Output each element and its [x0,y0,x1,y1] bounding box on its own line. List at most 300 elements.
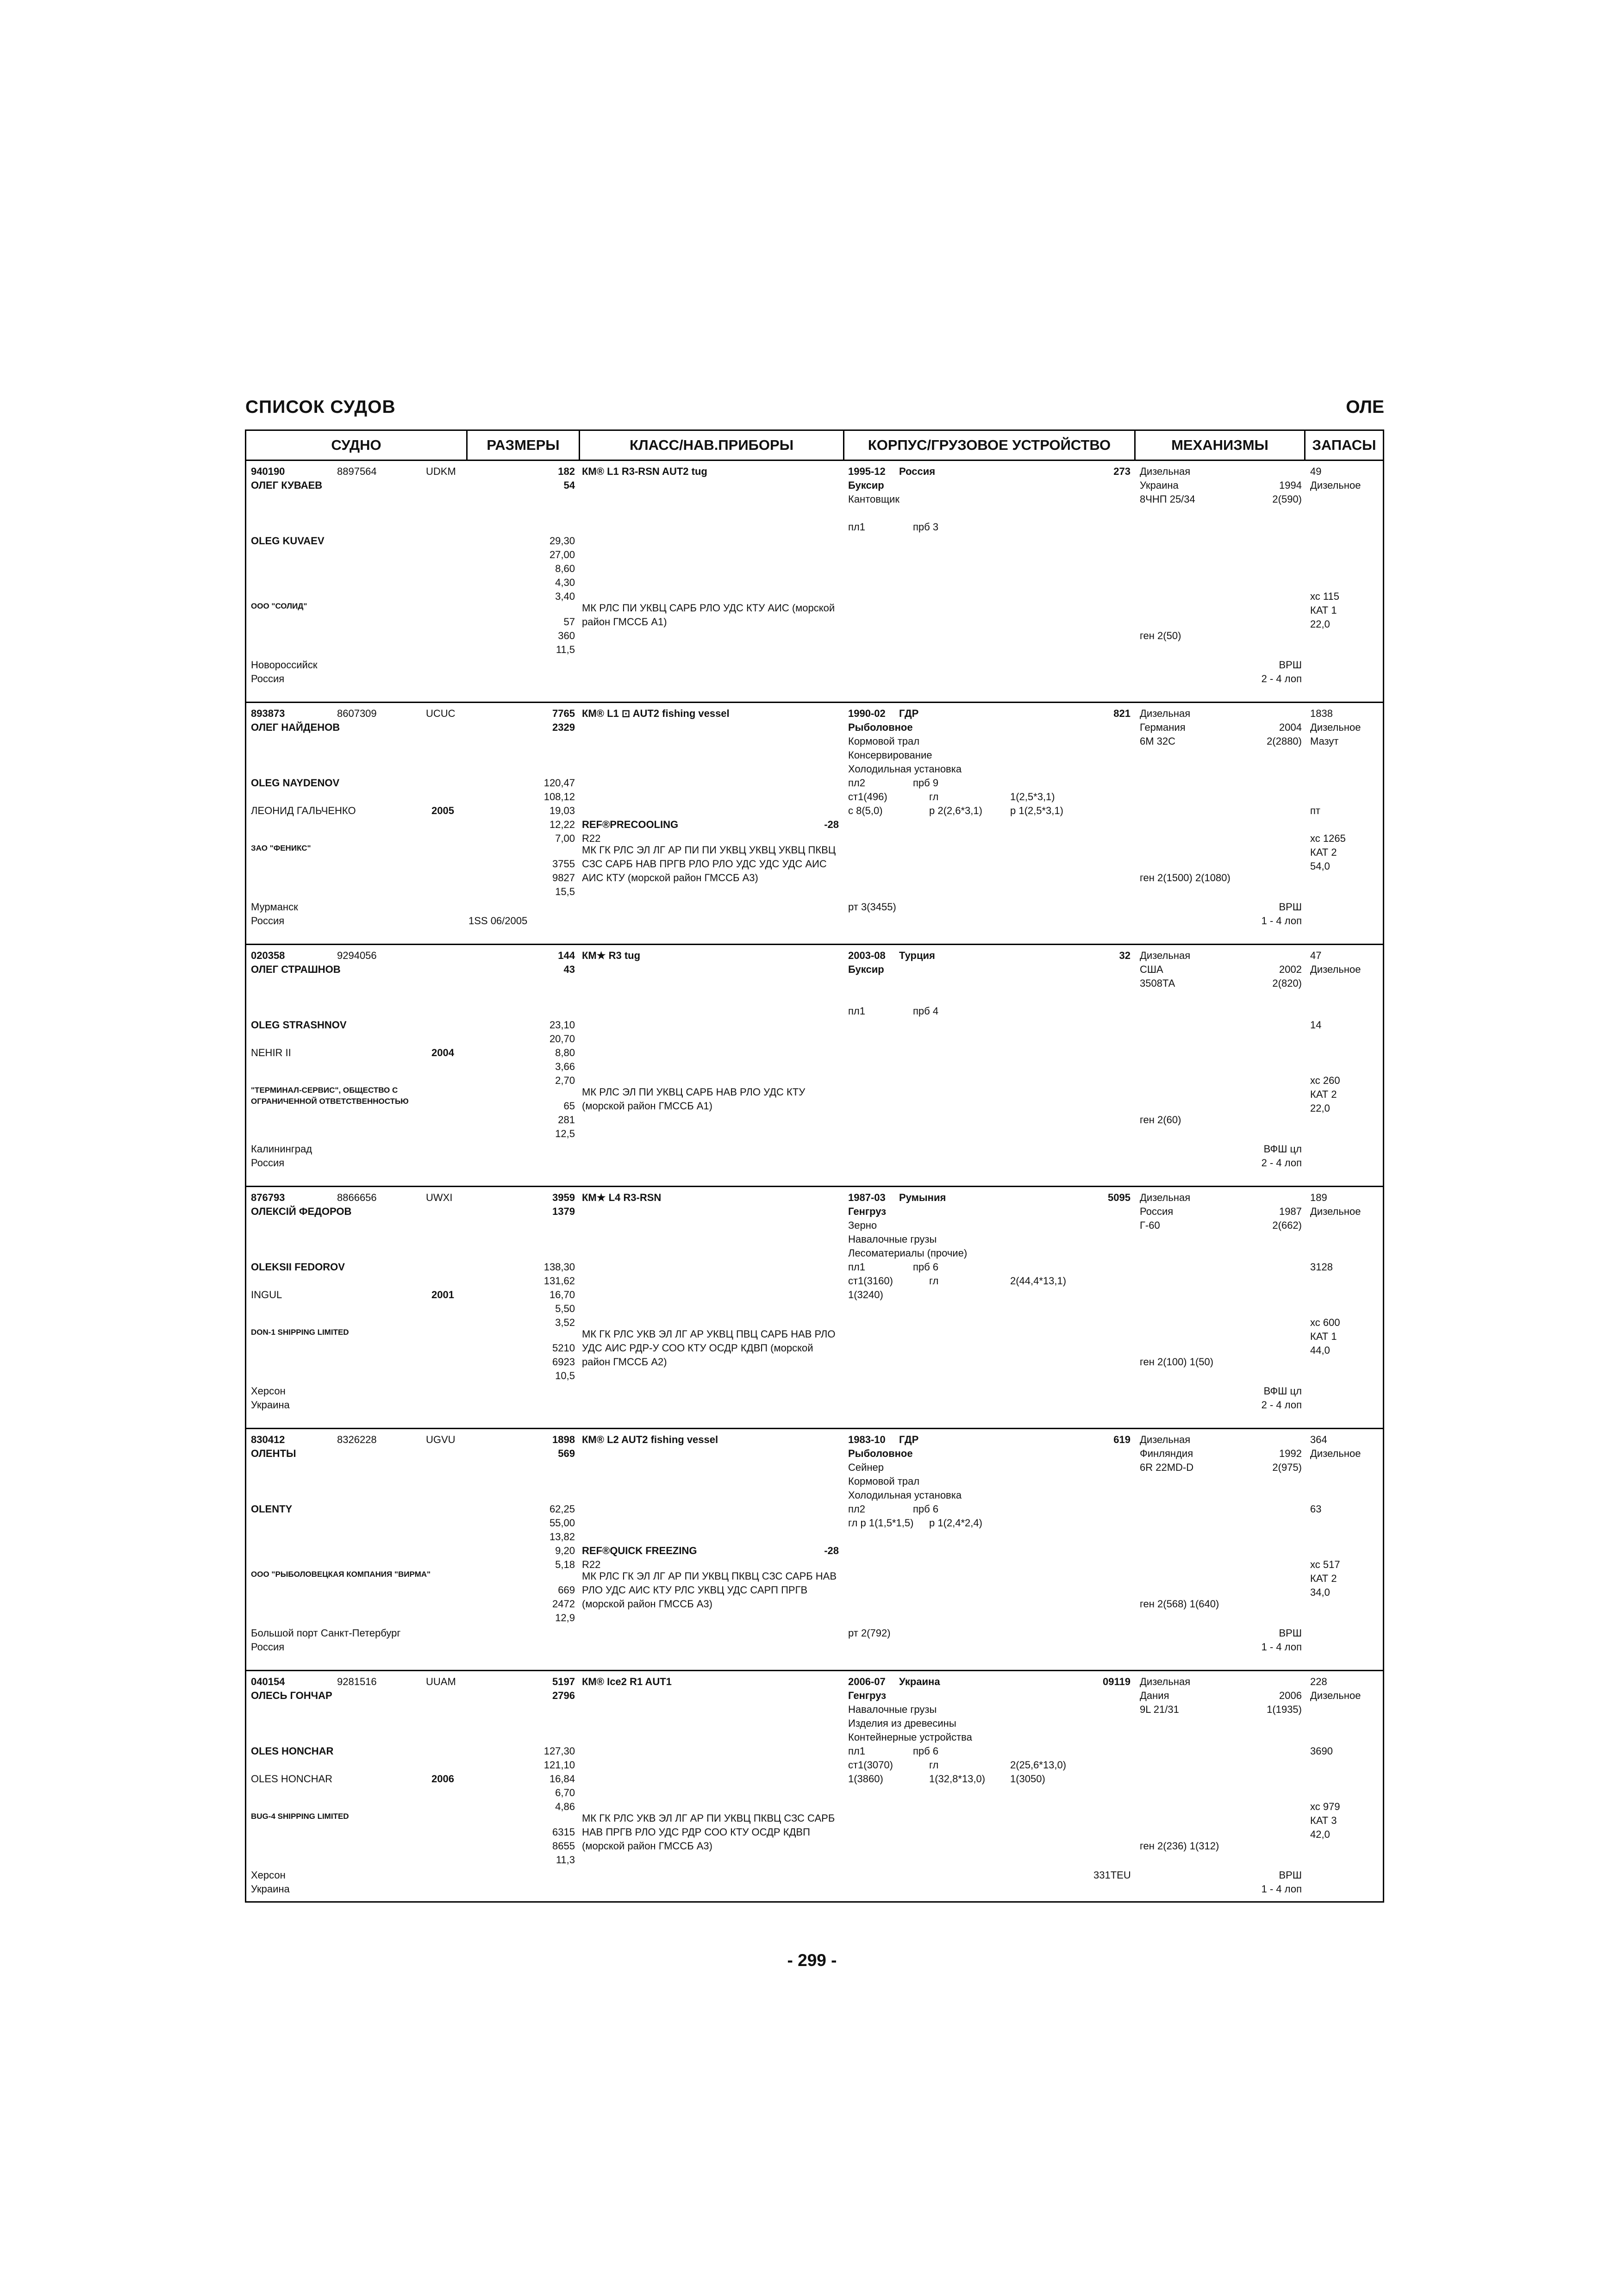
dimension-value: 12,22 [549,819,575,830]
build-year: 1995-12 [848,466,886,477]
imo-number: 8866656 [337,1192,377,1203]
build-country: ГДР [899,708,919,719]
category: КАТ 2 [1310,1089,1337,1100]
dimension-value: 2472 [552,1598,575,1610]
engine-type: Дизельная [1140,1676,1191,1687]
engine-country: Украина [1140,479,1179,491]
vessel-name-latin: OLEG KUVAEV [251,535,325,547]
ship-entry [246,1429,1383,1671]
dimension-value: 13,82 [549,1531,575,1543]
flag-country: Россия [251,915,285,927]
class-notation: КМ★ L4 R3-RSN [582,1192,662,1203]
dimension-value: 7765 [552,708,575,719]
registry-number: 040154 [251,1676,285,1687]
header-vessel: СУДНО [331,437,381,453]
vessel-name: ОЛЕСЬ ГОНЧАР [251,1690,332,1701]
engine-power: 2(975) [1272,1462,1302,1473]
dimension-value: 4,86 [555,1801,575,1812]
hull-number: 273 [1113,466,1131,477]
category: КАТ 3 [1310,1815,1337,1826]
hull-feature: Зерно [848,1220,877,1231]
former-name: INGUL [251,1289,282,1300]
cargo-detail: гл [929,791,939,803]
vessel-name-latin: OLEG STRASHNOV [251,1019,347,1031]
cargo-detail: 1(32,8*13,0) [929,1773,986,1785]
category-value: 22,0 [1310,1102,1330,1114]
dimension-value: 3959 [552,1192,575,1203]
propeller-blades: 1 - 4 лоп [1261,1883,1302,1895]
bulkhead-count: прб 9 [913,777,939,789]
cargo-detail: ст1(3070) [848,1759,893,1771]
dimension-value: 15,5 [555,886,575,897]
registry-number: 893873 [251,708,285,719]
cargo-detail: 1(2,5*3,1) [1010,791,1055,803]
category: КАТ 2 [1310,1573,1337,1584]
entry-separator [246,944,1383,945]
cargo-detail: 2(25,6*13,0) [1010,1759,1067,1771]
propeller-blades: 2 - 4 лоп [1261,1399,1302,1411]
header-machinery: МЕХАНИЗМЫ [1171,437,1268,453]
dimension-value: 5,18 [555,1559,575,1570]
owner: "ТЕРМИНАЛ-СЕРВИС", ОБЩЕСТВО С ОГРАНИЧЕННОЙ ОТВЕТСТВЕННОСТЬЮ [251,1086,409,1106]
dimension-value: 62,25 [549,1503,575,1515]
build-year: 1987-03 [848,1192,886,1203]
engine-power: 2(820) [1272,977,1302,989]
hull-feature: Холодильная установка [848,1489,962,1501]
dimension-value: 12,9 [555,1612,575,1624]
refrigeration-temp: -28 [824,819,839,830]
call-sign: UCUC [426,708,456,719]
engine-power: 2(662) [1272,1220,1302,1231]
ship-entry [246,945,1383,1187]
imo-number: 8897564 [337,466,377,477]
engine-year: 2004 [1279,722,1302,733]
refrigerated-hold: хс 260 [1310,1075,1340,1086]
fuel-capacity: 364 [1310,1434,1327,1445]
fuel-capacity: 47 [1310,950,1322,961]
fuel-type: Дизельное [1310,1448,1361,1459]
imo-number: 9281516 [337,1676,377,1687]
engine-country: Дания [1140,1690,1169,1701]
vessel-type: Генгруз [848,1206,887,1217]
vessel-name: ОЛЕГ СТРАШНОВ [251,964,341,975]
water-capacity: 63 [1310,1503,1322,1515]
engine-year: 1987 [1279,1206,1302,1217]
deck-count: пл1 [848,1005,865,1017]
refrigerated-hold: хс 517 [1310,1559,1340,1570]
owner: ООО "РЫБОЛОВЕЦКАЯ КОМПАНИЯ "ВИРМА" [251,1570,431,1579]
dimension-value: 54 [563,479,575,491]
fuel-capacity: 228 [1310,1676,1327,1687]
fuel-capacity: 189 [1310,1192,1327,1203]
cargo-detail: ст1(496) [848,791,887,803]
dimension-value: 1379 [552,1206,575,1217]
vessel-type: Буксир [848,479,884,491]
fuel-type: Дизельное [1310,722,1361,733]
generators: ген 2(50) [1140,630,1181,641]
nav-equipment: МК ГК РЛС УКВ ЭЛ ЛГ АР УКВЦ ПВЦ САРБ НАВ РЛО УДС АИС РДР-У СОО КТУ ОСДР КДВП (морской район ГМССБ А2) [582,1328,836,1368]
propeller-type: ВРШ [1279,659,1302,671]
refrigerated-hold: хс 1265 [1310,833,1346,844]
vessel-name-latin: OLEKSII FEDOROV [251,1261,345,1273]
refrigeration-class: REF®PRECOOLING [582,819,679,830]
entry-separator [246,1428,1383,1429]
dimension-value: 9827 [552,872,575,884]
water-capacity: 14 [1310,1019,1322,1031]
hull-feature: Лесоматериалы (прочие) [848,1247,968,1259]
dimension-value: 669 [558,1584,575,1596]
build-year: 2003-08 [848,950,886,961]
hull-extra: рт 2(792) [848,1627,891,1639]
cargo-detail: с 8(5,0) [848,805,883,816]
generators: ген 2(100) 1(50) [1140,1356,1214,1368]
propeller-type: ВФШ цл [1263,1143,1302,1155]
dimension-value: 23,10 [549,1019,575,1031]
former-name-year: 2004 [431,1047,454,1058]
cargo-detail: р 2(2,6*3,1) [929,805,982,816]
ship-entry [246,703,1383,945]
cargo-detail: р 1(2,5*3,1) [1010,805,1063,816]
entry-separator [246,1186,1383,1187]
class-notation: КМ® Ice2 R1 AUT1 [582,1676,672,1687]
category-value: 54,0 [1310,860,1330,872]
ship-entry [246,1671,1383,1913]
cargo-detail: 1(3240) [848,1289,883,1300]
build-country: Румыния [899,1192,946,1203]
call-sign: UGVU [426,1434,456,1445]
engine-type: Дизельная [1140,1192,1191,1203]
nav-equipment: МК РЛС ЭЛ ПИ УКВЦ САРБ НАВ РЛО УДС КТУ (морской район ГМССБ А1) [582,1086,806,1112]
home-port: Мурманск [251,901,298,913]
deck-count: пл2 [848,1503,865,1515]
dimension-value: 19,03 [549,805,575,816]
bulkhead-count: прб 6 [913,1261,939,1273]
home-port: Новороссийск [251,659,318,671]
dimension-value: 57 [563,616,575,628]
propeller-type: ВФШ цл [1263,1385,1302,1397]
home-port: Калининград [251,1143,312,1155]
deck-count: пл1 [848,521,865,533]
dimension-value: 3755 [552,858,575,870]
fuel-capacity: 49 [1310,466,1322,477]
hull-number: 32 [1119,950,1131,961]
hull-feature: Холодильная установка [848,763,962,775]
class-notation: КМ® L2 AUT2 fishing vessel [582,1434,718,1445]
vessel-name-latin: OLEG NAYDENOV [251,777,340,789]
flag-country: Россия [251,1641,285,1653]
cargo-detail: 1(3050) [1010,1773,1045,1785]
bulkhead-count: прб 4 [913,1005,939,1017]
class-notation: КМ® L1 ⊡ AUT2 fishing vessel [582,708,730,719]
deck-count: пл2 [848,777,865,789]
engine-year: 2006 [1279,1690,1302,1701]
dimension-value: 5,50 [555,1303,575,1314]
dimension-value: 11,5 [556,644,575,655]
hull-feature: Изделия из древесины [848,1717,956,1729]
header-supplies: ЗАПАСЫ [1312,437,1376,453]
build-country: Россия [899,466,936,477]
engine-model: 9L 21/31 [1140,1704,1179,1715]
dimension-value: 127,30 [543,1745,575,1757]
dimension-value: 20,70 [549,1033,575,1045]
dimension-value: 29,30 [549,535,575,547]
call-sign: UUAM [426,1676,456,1687]
propeller-blades: 2 - 4 лоп [1261,1157,1302,1169]
fuel-type: Дизельное [1310,1690,1361,1701]
hull-feature: Кормовой трал [848,1475,920,1487]
former-name: ЛЕОНИД ГАЛЬЧЕНКО [251,805,356,816]
propeller-blades: 2 - 4 лоп [1261,673,1302,684]
hull-number: 619 [1113,1434,1131,1445]
cargo-detail: гл р 1(1,5*1,5) [848,1517,914,1529]
owner: DON-1 SHIPPING LIMITED [251,1328,349,1337]
former-name-year: 2006 [431,1773,454,1785]
category-value: 42,0 [1310,1829,1330,1840]
former-name-year: 2001 [431,1289,454,1300]
call-sign: UWXI [426,1192,453,1203]
ship-entry [246,461,1383,703]
hull-feature: Кантовщик [848,493,899,505]
refrigeration-temp: -28 [824,1545,839,1556]
owner: BUG-4 SHIPPING LIMITED [251,1812,349,1821]
class-notation: КМ® L1 R3-RSN AUT2 tug [582,466,707,477]
dimension-value: 5210 [552,1342,575,1354]
section-label: ОЛЕ [1346,397,1384,417]
dimension-value: 360 [558,630,575,641]
nav-equipment: МК ГК РЛС ЭЛ ЛГ АР ПИ ПИ УКВЦ УКВЦ УКВЦ ПКВЦ СЗС САРБ НАВ ПРГВ РЛО РЛО УДС УДС УДС АИС АИС КТУ (морской район ГМССБ А3) [582,844,836,884]
propeller-blades: 1 - 4 лоп [1261,915,1302,927]
hull-feature: Навалочные грузы [848,1704,937,1715]
registry-number: 830412 [251,1434,285,1445]
refrigeration-class: REF®QUICK FREEZING [582,1545,697,1556]
dimension-value: 6923 [552,1356,575,1368]
refrigerated-hold: хс 600 [1310,1317,1340,1328]
vessel-name: ОЛЕГ НАЙДЕНОВ [251,722,340,733]
dimension-value: 7,00 [555,833,575,844]
engine-power: 2(2880) [1267,735,1302,747]
fuel-type-2: Мазут [1310,735,1339,747]
deck-count: пл1 [848,1745,865,1757]
hull-extra: рт 3(3455) [848,901,896,913]
category: КАТ 1 [1310,1331,1337,1342]
engine-country: США [1140,964,1163,975]
vessel-name: ОЛЕНТЫ [251,1448,296,1459]
hull-feature: Контейнерные устройства [848,1731,972,1743]
hull-number: 09119 [1103,1676,1131,1687]
home-port: Херсон [251,1869,286,1881]
generators: ген 2(60) [1140,1114,1181,1126]
former-name: NEHIR II [251,1047,291,1058]
dimension-value: 11,3 [556,1854,575,1866]
dimension-value: 27,00 [549,549,575,560]
engine-type: Дизельная [1140,950,1191,961]
vessel-type: Буксир [848,964,884,975]
hull-feature: Навалочные грузы [848,1233,937,1245]
vessel-type: Генгруз [848,1690,887,1701]
home-port: Херсон [251,1385,286,1397]
flag-country: Россия [251,673,285,684]
vessel-type: Рыболовное [848,1448,913,1459]
refrigerated-hold: хс 979 [1310,1801,1340,1812]
dimension-value: 16,84 [549,1773,575,1785]
build-year: 2006-07 [848,1676,886,1687]
table-header [246,431,1383,461]
generators: ген 2(568) 1(640) [1140,1598,1219,1610]
vessel-name-latin: OLES HONCHAR [251,1745,334,1757]
engine-model: Г-60 [1140,1220,1160,1231]
dimension-value: 131,62 [543,1275,575,1287]
dimension-value: 281 [558,1114,575,1126]
dimension-value: 6315 [552,1826,575,1838]
category-value: 34,0 [1310,1587,1330,1598]
imo-number: 8607309 [337,708,377,719]
engine-year: 2002 [1279,964,1302,975]
dimension-value: 2,70 [555,1075,575,1086]
flag-country: Россия [251,1157,285,1169]
engine-type: Дизельная [1140,1434,1191,1445]
engine-power: 1(1935) [1267,1704,1302,1715]
category-value: 22,0 [1310,618,1330,630]
engine-power: 2(590) [1272,493,1302,505]
engine-year: 1992 [1279,1448,1302,1459]
water-capacity: 3690 [1310,1745,1333,1757]
dimension-value: 55,00 [549,1517,575,1529]
fuel-type: Дизельное [1310,479,1361,491]
engine-model: 8ЧНП 25/34 [1140,493,1195,505]
nav-equipment: МК РЛС ПИ УКВЦ САРБ РЛО УДС КТУ АИС (морской район ГМССБ А1) [582,602,835,628]
engine-model: 3508ТА [1140,977,1175,989]
dimension-value: 10,5 [555,1370,575,1381]
class-notation: КМ★ R3 tug [582,950,641,961]
dimension-value: 3,52 [555,1317,575,1328]
dimension-value: 16,70 [549,1289,575,1300]
refrigerant: R22 [582,833,601,844]
dimension-value: 2329 [552,722,575,733]
hull-extra: 331TEU [1093,1869,1131,1881]
registry-number: 876793 [251,1192,285,1203]
header-dimensions: РАЗМЕРЫ [487,437,560,453]
former-name-year: 2005 [431,805,454,816]
vessel-name: ОЛЕГ КУВАЕВ [251,479,323,491]
dimension-value: 8655 [552,1840,575,1852]
engine-year: 1994 [1279,479,1302,491]
dimension-value: 3,66 [555,1061,575,1072]
cargo-detail: 2(44,4*13,1) [1010,1275,1067,1287]
imo-number: 8326228 [337,1434,377,1445]
propeller-type: ВРШ [1279,901,1302,913]
cargo-detail: ст1(3160) [848,1275,893,1287]
build-year: 1983-10 [848,1434,886,1445]
dimension-value: 4,30 [555,577,575,588]
dimension-value: 1898 [552,1434,575,1445]
page-number: - 299 - [787,1951,837,1970]
dimension-value: 5197 [552,1676,575,1687]
engine-type: Дизельная [1140,708,1191,719]
build-year: 1990-02 [848,708,886,719]
dimension-value: 8,60 [555,563,575,574]
engine-country: Германия [1140,722,1186,733]
build-country: Турция [899,950,935,961]
vessel-name: ОЛЕКСІЙ ФЕДОРОВ [251,1206,352,1217]
header-class: КЛАСС/НАВ.ПРИБОРЫ [629,437,794,453]
deck-count: пл1 [848,1261,865,1273]
dimension-value: 120,47 [543,777,575,789]
imo-number: 9294056 [337,950,377,961]
nav-equipment: МК РЛС ГК ЭЛ ЛГ АР ПИ УКВЦ ПКВЦ СЗС САРБ НАВ РЛО УДС АИС КТУ РЛС УКВЦ УДС САРП ПРГВ (морской район ГМССБ А3) [582,1570,837,1610]
former-name: OLES HONCHAR [251,1773,333,1785]
engine-model: 6М 32С [1140,735,1176,747]
fuel-type: Дизельное [1310,964,1361,975]
build-country: Украина [899,1676,940,1687]
certificate: 1SS 06/2005 [468,915,528,927]
water-capacity: 3128 [1310,1261,1333,1273]
registry-number: 020358 [251,950,285,961]
cargo-detail: р 1(2,4*2,4) [929,1517,982,1529]
bulkhead-count: прб 3 [913,521,939,533]
cargo-detail: гл [929,1275,939,1287]
dimension-value: 144 [558,950,575,961]
propeller-type: ВРШ [1279,1869,1302,1881]
dimension-value: 121,10 [543,1759,575,1771]
engine-country: Россия [1140,1206,1174,1217]
entry-separator [246,1670,1383,1671]
build-country: ГДР [899,1434,919,1445]
dimension-value: 108,12 [543,791,575,803]
vessel-type: Рыболовное [848,722,913,733]
dimension-value: 3,40 [555,591,575,602]
home-port: Большой порт Санкт-Петербург [251,1627,401,1639]
dimension-value: 182 [558,466,575,477]
category: КАТ 1 [1310,604,1337,616]
water-capacity: пт [1310,805,1320,816]
call-sign: UDKM [426,466,456,477]
dimension-value: 138,30 [543,1261,575,1273]
header-hull: КОРПУС/ГРУЗОВОЕ УСТРОЙСТВО [868,437,1111,453]
generators: ген 2(236) 1(312) [1140,1840,1219,1852]
dimension-value: 569 [558,1448,575,1459]
bulkhead-count: прб 6 [913,1745,939,1757]
category-value: 44,0 [1310,1344,1330,1356]
entry-separator [246,702,1383,703]
dimension-value: 8,80 [555,1047,575,1058]
dimension-value: 9,20 [555,1545,575,1556]
flag-country: Украина [251,1883,290,1895]
ship-table [245,429,1384,1903]
bulkhead-count: прб 6 [913,1503,939,1515]
fuel-type: Дизельное [1310,1206,1361,1217]
flag-country: Украина [251,1399,290,1411]
refrigerant: R22 [582,1559,601,1570]
owner: ЗАО "ФЕНИКС" [251,844,311,852]
hull-number: 5095 [1108,1192,1131,1203]
engine-model: 6R 22MD-D [1140,1462,1194,1473]
dimension-value: 43 [563,964,575,975]
hull-feature: Сейнер [848,1462,884,1473]
generators: ген 2(1500) 2(1080) [1140,872,1230,884]
refrigerated-hold: хс 115 [1310,591,1339,602]
cargo-detail: гл [929,1759,939,1771]
ship-entry [246,1187,1383,1429]
engine-type: Дизельная [1140,466,1191,477]
hull-feature: Кормовой трал [848,735,920,747]
hull-feature: Консервирование [848,749,932,761]
registry-number: 940190 [251,466,285,477]
fuel-capacity: 1838 [1310,708,1333,719]
propeller-blades: 1 - 4 лоп [1261,1641,1302,1653]
vessel-name-latin: OLENTY [251,1503,293,1515]
hull-number: 821 [1113,708,1131,719]
category: КАТ 2 [1310,846,1337,858]
